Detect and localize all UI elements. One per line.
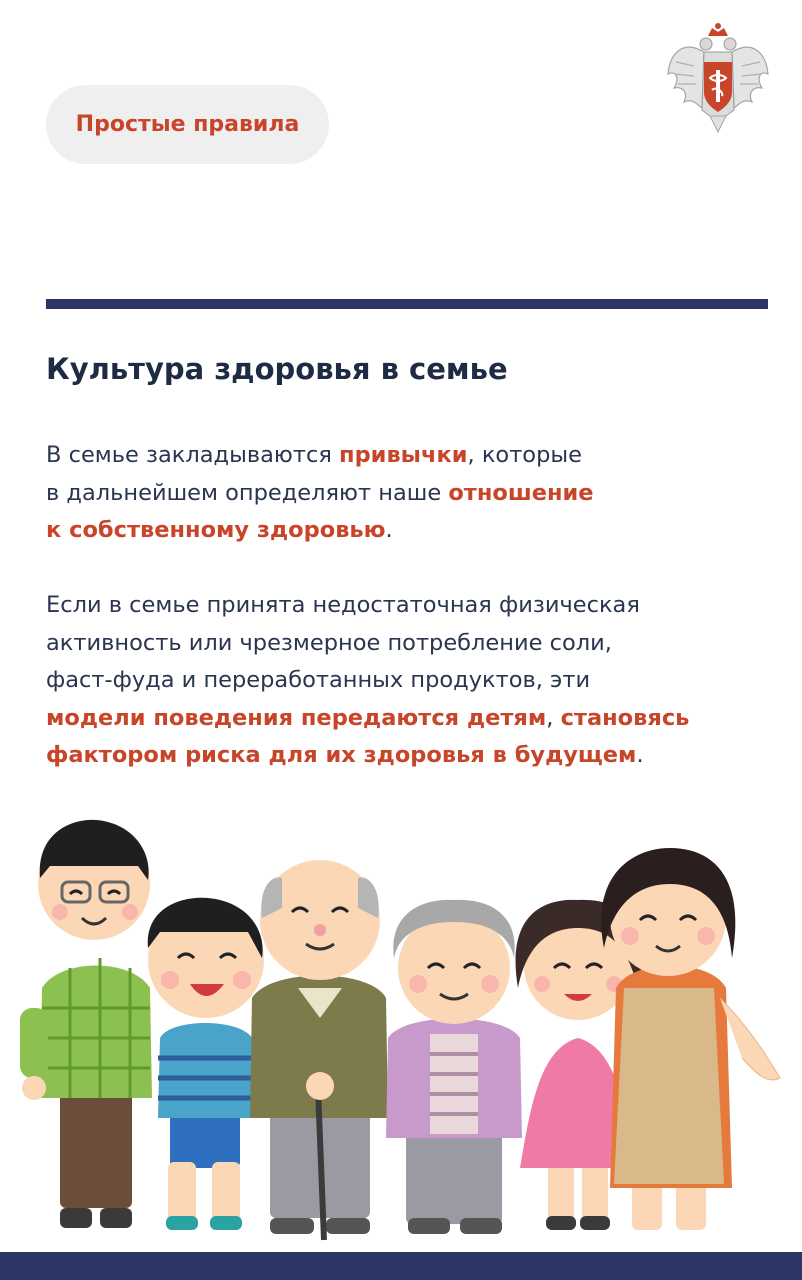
section-badge [46,85,329,164]
boy-figure [148,898,264,1230]
father-figure [20,820,152,1228]
footer-band [0,1252,802,1280]
grandfather-figure [250,860,388,1240]
highlight-text: модели поведения передаются детям [46,704,547,731]
highlight-text: отношение [448,479,594,506]
highlight-text: фактором риска для их здоровья в будущем [46,742,637,768]
page-title: Культура здоровья в семье [46,352,508,386]
text: Если в семье принята недостаточная физическая [46,592,640,618]
text: фаст-фуда и переработанных продуктов, эти [46,667,591,693]
section-badge-label: Простые правила [75,112,300,137]
text: , [546,704,561,731]
text: . [385,517,393,543]
highlight-text: к собственному здоровью [46,517,386,543]
mother-figure [601,848,780,1230]
text: , которые [467,442,582,468]
text: В семье закладываются [46,442,340,468]
text: в дальнейшем определяют наше [46,479,449,506]
highlight-text: привычки [339,442,468,468]
highlight-text: становясь [560,704,690,731]
section-divider [46,299,768,309]
text: . [636,742,644,768]
ministry-emblem-icon [664,22,772,134]
family-illustration [20,808,790,1248]
paragraph-risk [46,587,776,775]
paragraph-habits [46,437,776,550]
text: активность или чрезмерное потребление соли, [46,629,612,656]
grandmother-figure [386,900,522,1234]
